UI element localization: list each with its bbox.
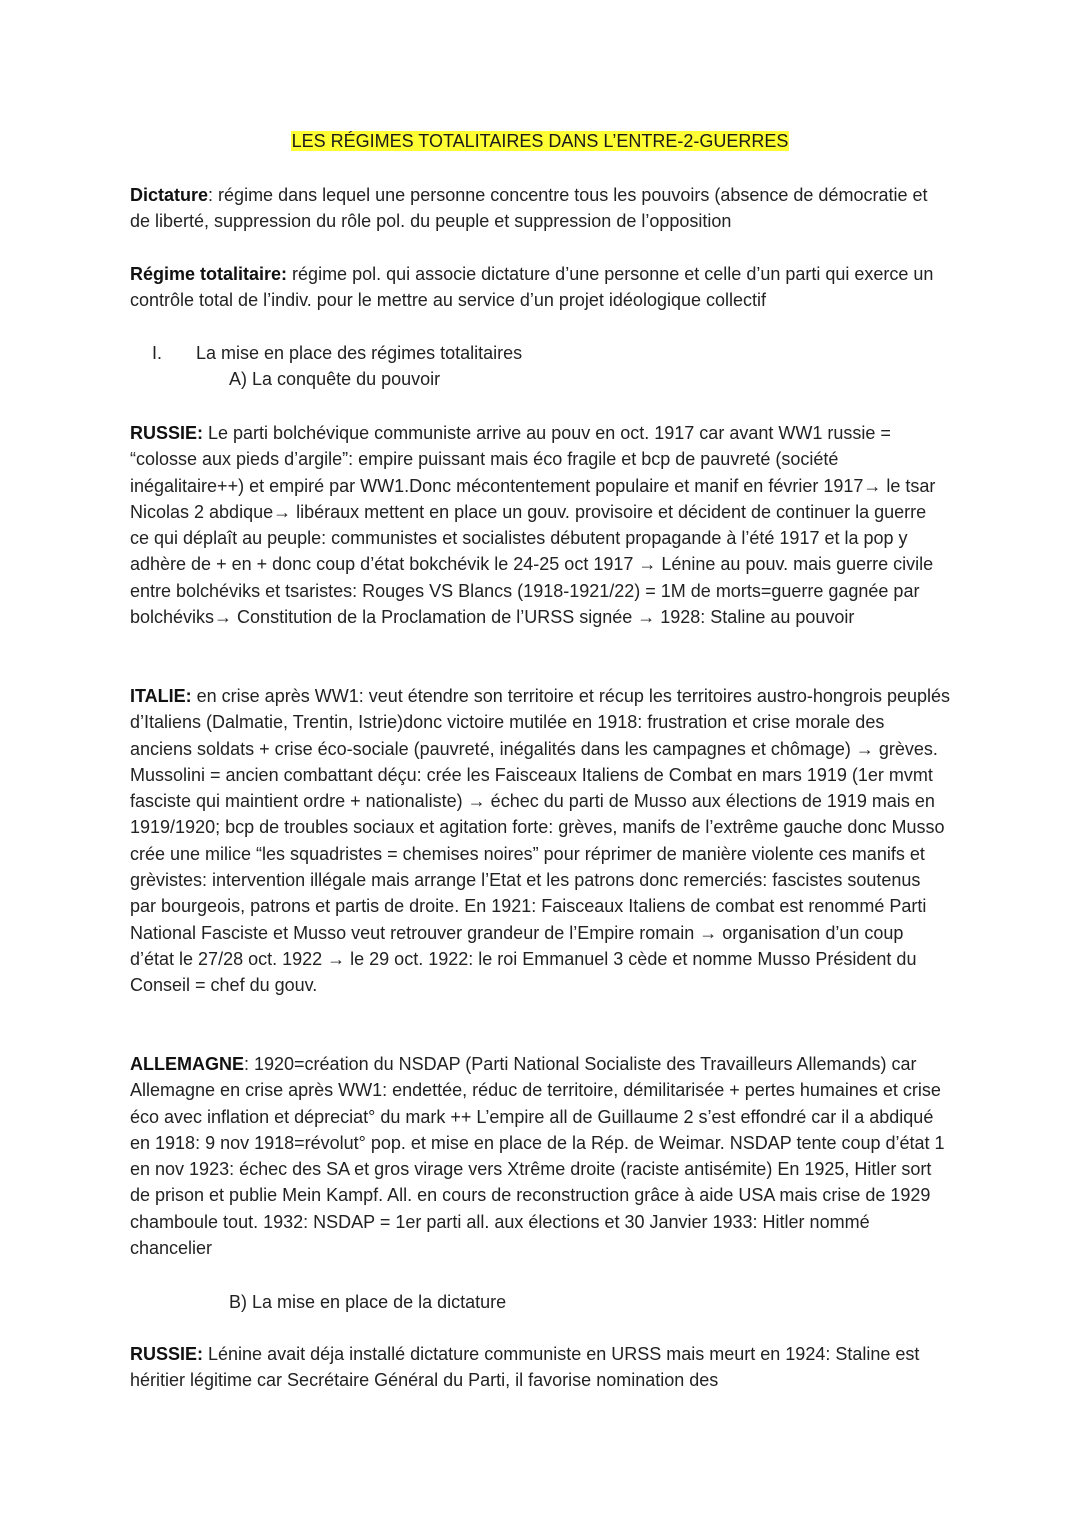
definition-dictature [130, 182, 950, 235]
outline-sub-b [229, 1289, 506, 1315]
outline-sub-a [229, 366, 440, 392]
definition-text: régime dans lequel une personne concentre tous les pouvoirs (absence de démocratie et de liberté, suppression du rôle pol. du peuple et suppression de l’opposition [130, 185, 928, 232]
outline-label: La mise en place de la dictature [252, 1292, 507, 1312]
definition-regime-totalitaire [130, 261, 950, 314]
outline-label: La conquête du pouvoir [252, 369, 441, 389]
definition-term: Dictature [130, 185, 209, 205]
country-label: RUSSIE: [130, 1344, 204, 1364]
outline-number: I. [152, 343, 163, 363]
page-title: LES RÉGIMES TOTALITAIRES DANS L’ENTRE-2-GUERRES [291, 131, 789, 151]
title-container [0, 130, 1080, 153]
definition-term: Régime totalitaire: [130, 264, 288, 284]
outline-label: La mise en place des régimes totalitaires [196, 343, 523, 363]
paragraph-text: Le parti bolchévique communiste arrive au pouv en oct. 1917 car avant WW1 russie = “colosse aux pieds d’argile”: empire puissant mais éco fragile et bcp de pauvreté (société inégalitaire++) et empiré par WW1.Donc mécontentement populaire et manif en février 1917→ le tsar Nicolas 2 abdique→ libéraux mettent en place un gouv. provisoire et décident de continuer la guerre ce qui déplaît au peuple: communistes et socialistes débutent propagande à l’été 1917 et la pop y adhère de + en + donc coup d’état bokchévik le 24-25 oct 1917 → Lénine au pouv. mais guerre civile entre bolchéviks et tsaristes: Rouges VS Blancs (1918-1921/22) = 1M de morts=guerre gagnée par bolchéviks→ Constitution de la Proclamation de l’URSS signée → 1928: Staline au pouvoir [130, 423, 936, 628]
country-label: ALLEMAGNE [130, 1054, 244, 1074]
definition-text: régime pol. qui associe dictature d’une personne et celle d’un parti qui exerce un contrôle total de l’indiv. pour le mettre au service d’un projet idéologique collectif [130, 264, 934, 311]
paragraph-italie [130, 683, 950, 999]
paragraph-text: Lénine avait déja installé dictature communiste en URSS mais meurt en 1924: Staline est héritier légitime car Secrétaire Général du Parti, il favorise nomination des [130, 1344, 920, 1391]
paragraph-text: : 1920=création du NSDAP (Parti National Socialiste des Travailleurs Allemands) car Allemagne en crise après WW1: endettée, réduc de territoire, démilitarisée + pertes humaines et crise éco avec inflation et dépreciat° du mark ++ L’empire all de Guillaume 2 s’est effondré car il a abdiqué en 1918: 9 nov 1918=révolut° pop. et mise en place de la Rép. de Weimar. NSDAP tente coup d’état 1 en nov 1923: échec des SA et gros virage vers Xtrême droite (raciste antisémite) En 1925, Hitler sort de prison et publie Mein Kampf. All. en cours de reconstruction grâce à aide USA mais crise de 1929 chamboule tout. 1932: NSDAP = 1er parti all. aux élections et 30 Janvier 1933: Hitler nommé chancelier [130, 1054, 945, 1259]
paragraph-russie-dictature [130, 1341, 950, 1394]
paragraph-russie [130, 420, 950, 630]
country-label: RUSSIE: [130, 423, 204, 443]
outline-section-1 [152, 340, 523, 366]
paragraph-text: en crise après WW1: veut étendre son territoire et récup les territoires austro-hongrois peuplés d’Italiens (Dalmatie, Trentin, Istrie)donc victoire mutilée en 1918: frustration et crise morale des anciens soldats + crise éco-sociale (pauvreté, inégalités dans les campagnes et chômage) → grèves. Mussolini = ancien combattant déçu: crée les Faisceaux Italiens de Combat en mars 1919 (1er mvmt fasciste qui maintient ordre + nationaliste) → échec du parti de Musso aux élections de 1919 mais en 1919/1920; bcp de troubles sociaux et agitation forte: grèves, manifs de l’extrême gauche donc Musso crée une milice “les squadristes = chemises noires” pour réprimer de manière violente ces manifs et grèvistes: intervention illégale mais arrange l’Etat et les patrons donc remerciés: fascistes soutenus par bourgeois, patrons et partis de droite. En 1921: Faisceaux Italiens de combat est renommé Parti National Fasciste et Musso veut retrouver grandeur de l’Empire romain → organisation d’un coup d’état le 27/28 oct. 1922 → le 29 oct. 1922: le roi Emmanuel 3 cède et nomme Musso Président du Conseil = chef du gouv. [130, 686, 951, 996]
outline-number: B) [229, 1292, 247, 1312]
paragraph-allemagne [130, 1051, 950, 1261]
definition-separator: : [208, 185, 214, 205]
outline-number: A) [229, 369, 247, 389]
country-label: ITALIE: [130, 686, 192, 706]
